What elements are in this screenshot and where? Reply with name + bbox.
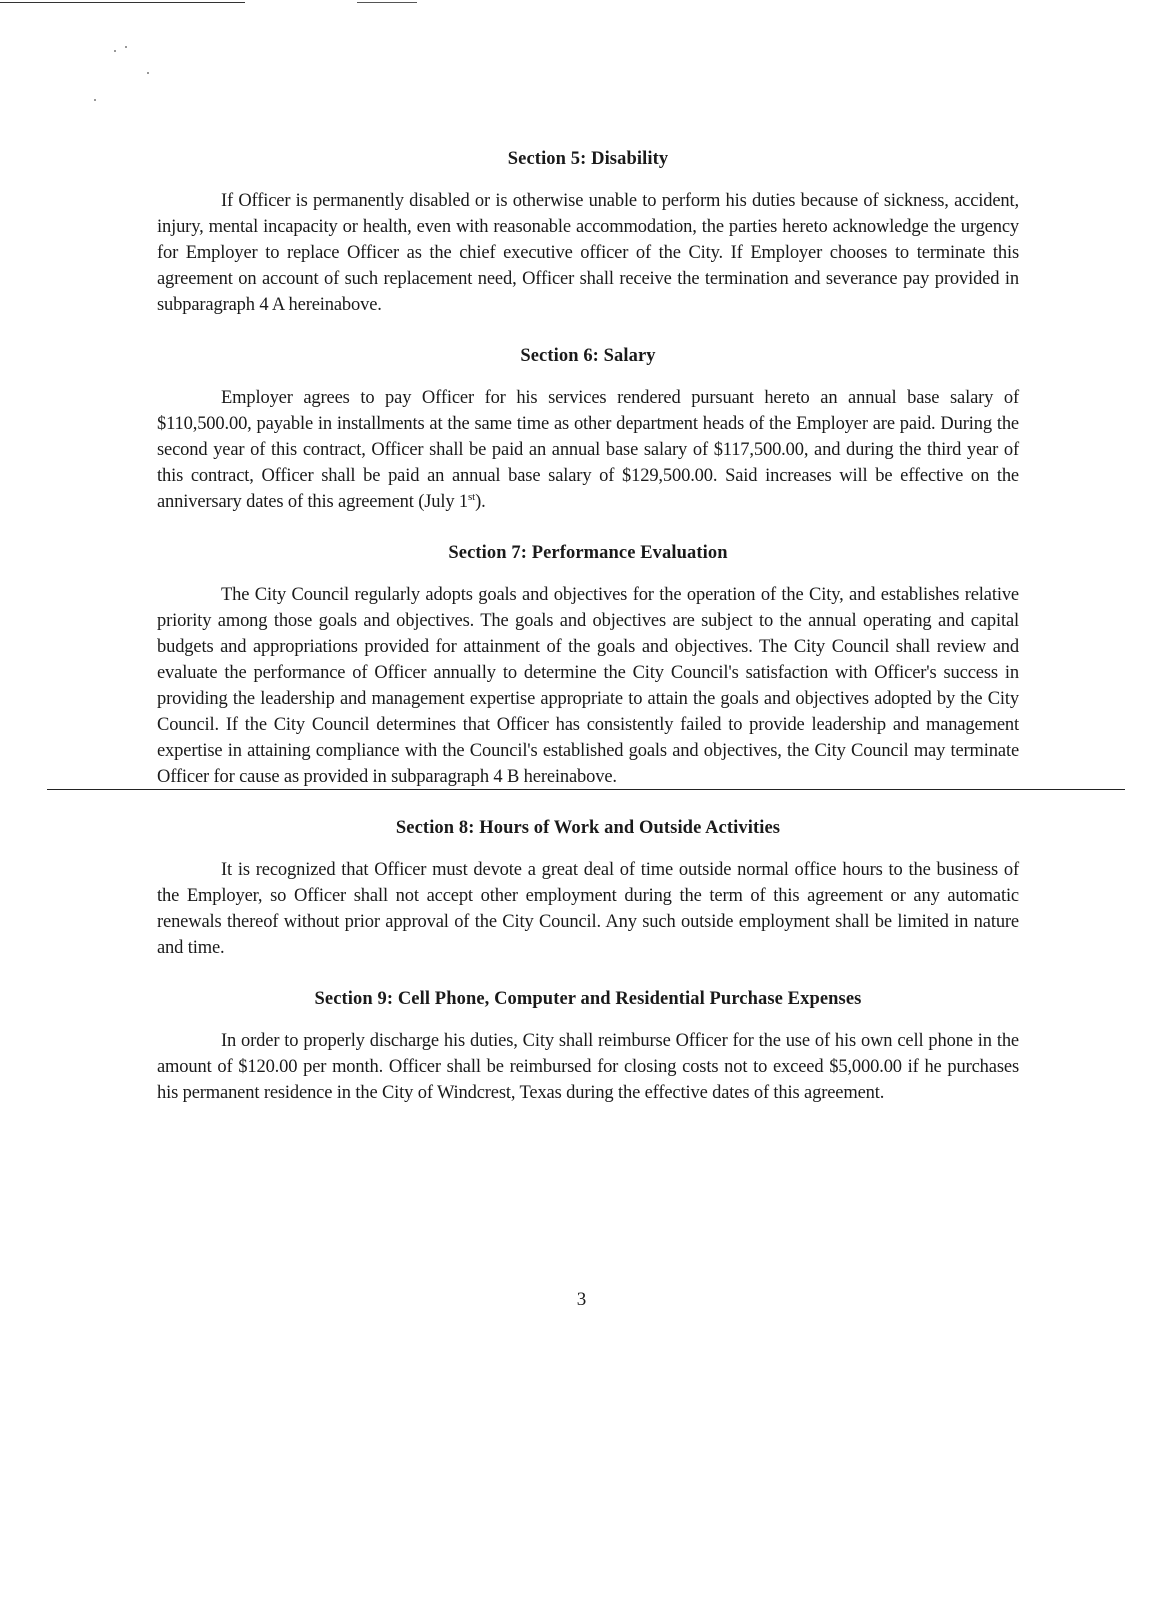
section-paragraph — [157, 385, 1019, 515]
strikethrough-line — [47, 789, 1125, 790]
section-paragraph: The City Council regularly adopts goals and objectives for the operation of the City, and establishes relative priority among those goals and objectives. The goals and objectives are subject to the annual operating and capital budgets and appropriations provided for attainment of the goals and objectives. The City Council shall review and evaluate the performance of Officer annually to determine the City Council's satisfaction with Officer's success in providing the leadership and management expertise appropriate to attain the goals and objectives adopted by the City Council. If the City Council determines that Officer has consistently failed to provide leadership and management expertise in attaining compliance with the Council's established goals and objectives, the City Council may terminate Officer for cause as provided in subparagraph 4 B hereinabove. — [157, 585, 1019, 787]
scan-speck — [147, 72, 149, 74]
document-body — [157, 146, 1019, 1106]
scan-speck — [94, 99, 96, 101]
section-performance-evaluation — [157, 540, 1019, 790]
section-heading: Section 8: Hours of Work and Outside Activities — [395, 818, 781, 838]
section-salary — [157, 343, 1019, 515]
section-paragraph: In order to properly discharge his duties, City shall reimburse Officer for the use of his own cell phone in the amount of $120.00 per month. Officer shall be reimbursed for closing costs not to exceed $5,000.00 if he purchases his permanent residence in the City of Windcrest, Texas during the effective dates of this agreement. — [157, 1031, 1019, 1103]
paragraph-tail: ). — [475, 492, 486, 512]
section-heading: Section 9: Cell Phone, Computer and Residential Purchase Expenses — [314, 989, 862, 1009]
ordinal-suffix: st — [468, 490, 476, 503]
scan-artifact-dash — [357, 2, 417, 3]
section-paragraph: It is recognized that Officer must devote a great deal of time outside normal office hours to the business of the Employer, so Officer shall not accept other employment during the term of this agreement or any automatic renewals thereof without prior approval of the City Council. Any such outside employment shall be limited in nature and time. — [157, 860, 1019, 958]
section-disability — [157, 146, 1019, 318]
section-heading: Section 5: Disability — [507, 149, 669, 169]
scan-artifact-line — [0, 2, 245, 3]
scan-speck — [114, 50, 116, 52]
section-expenses — [157, 986, 1019, 1106]
section-hours-of-work — [157, 815, 1019, 961]
section-paragraph: If Officer is permanently disabled or is otherwise unable to perform his duties because of sickness, accident, injury, mental incapacity or health, even with reasonable accommodation, the parties hereto acknowledge the urgency for Employer to replace Officer as the chief executive officer of the City. If Employer chooses to terminate this agreement on account of such replacement need, Officer shall receive the termination and severance pay provided in subparagraph 4 A hereinabove. — [157, 191, 1019, 315]
section-heading: Section 6: Salary — [520, 346, 656, 366]
section-heading: Section 7: Performance Evaluation — [448, 543, 728, 563]
page-number: 3 — [576, 1289, 587, 1310]
paragraph-text: Employer agrees to pay Officer for his services rendered pursuant hereto an annual base salary of $110,500.00, payable in installments at the same time as other department heads of the Employer are paid. During the second year of this contract, Officer shall be paid an annual base salary of $117,500.00, and during the third year of this contract, Officer shall be paid an annual base salary of $129,500.00. Said increases will be effective on the anniversary dates of this agreement (July 1 — [157, 388, 1019, 512]
scan-speck — [125, 46, 127, 48]
